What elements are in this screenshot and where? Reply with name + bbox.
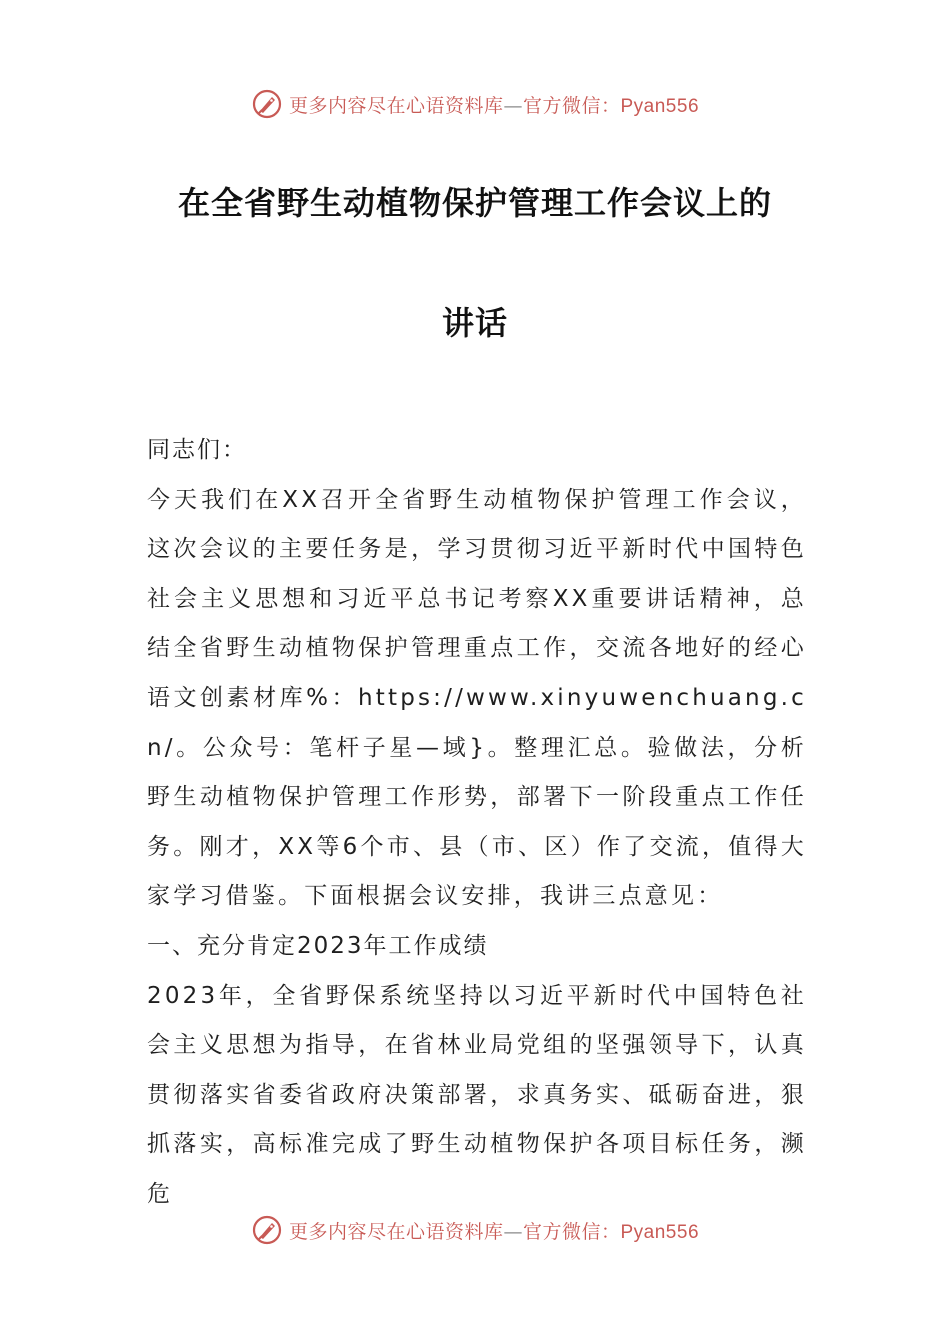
body-paragraph: 2023年，全省野保系统坚持以习近平新时代中国特色社会主义思想为指导，在省林业局党组的坚强领导下，认真贯彻落实省委省政府决策部署，求真务实、砥砺奋进，狠抓落实，高标准完成了野生动植物保护各项目标任务，濒危 <box>147 982 807 1207</box>
footer-watermark <box>0 1210 950 1250</box>
watermark-label: 官方微信： <box>522 94 621 117</box>
watermark-account: Pyan556 <box>620 1221 700 1243</box>
document-body <box>147 426 807 1220</box>
watermark-account: Pyan556 <box>620 95 700 117</box>
section-heading: 一、充分肯定2023年工作成绩 <box>147 932 489 959</box>
pen-nib-logo-icon <box>251 1214 283 1246</box>
salutation: 同志们： <box>147 437 247 463</box>
header-watermark <box>0 84 950 124</box>
watermark-text <box>289 1217 699 1244</box>
watermark-dash: — <box>503 1220 523 1243</box>
body-paragraph: 今天我们在XX召开全省野生动植物保护管理工作会议，这次会议的主要任务是，学习贯彻习近平新时代中国特色社会主义思想和习近平总书记考察XX重要讲话精神，总结全省野生动植物保护管理重点工作，交流各地好的经心语文创素材库%：https://www.xinyuwenchuang.cn/。公众号：笔杆子星—域}。整理汇总。验做法，分析野生动植物保护管理工作形势，部署下一阶段重点工作任务。刚才，XX等6个市、县（市、区）作了交流，值得大家学习借鉴。下面根据会议安排，我讲三点意见： <box>147 486 807 910</box>
document-title-line-1: 在全省野生动植物保护管理工作会议上的 <box>177 184 772 222</box>
watermark-text <box>289 91 699 118</box>
watermark-site-name: 更多内容尽在心语资料库 <box>288 1220 504 1243</box>
watermark-dash: — <box>503 94 523 117</box>
watermark-site-name: 更多内容尽在心语资料库 <box>288 94 504 117</box>
pen-nib-logo-icon <box>251 88 283 120</box>
watermark-label: 官方微信： <box>522 1220 621 1243</box>
document-title-line-2: 讲话 <box>441 304 508 342</box>
